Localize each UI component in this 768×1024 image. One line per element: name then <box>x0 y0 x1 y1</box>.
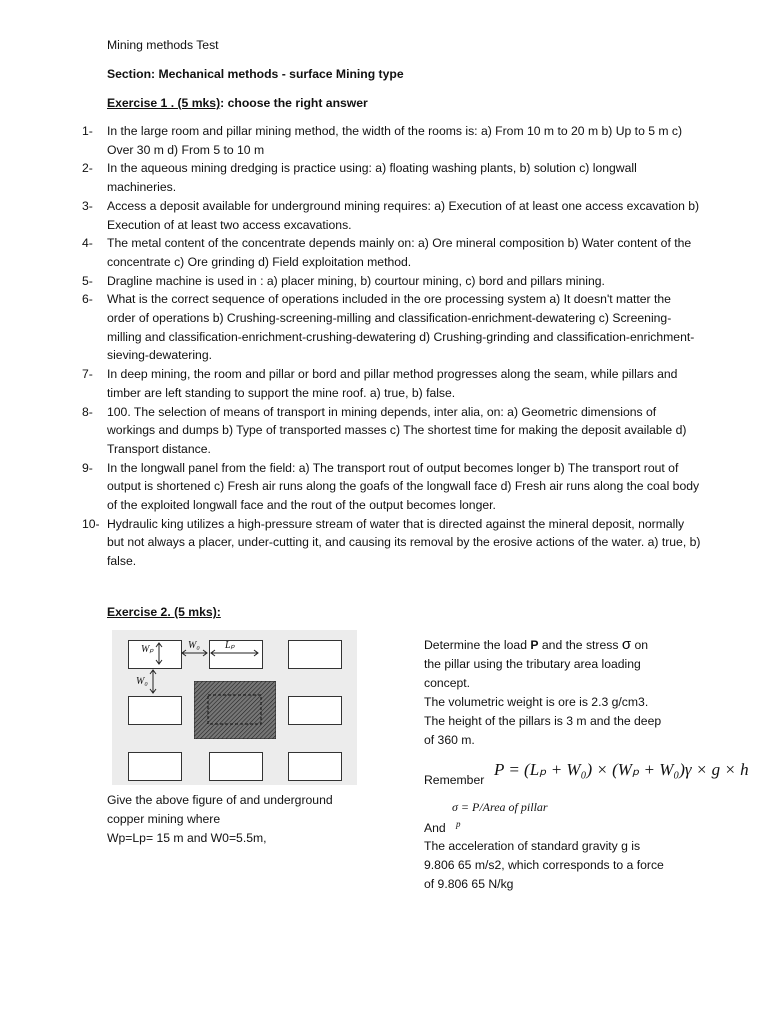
question-item <box>82 197 702 234</box>
question-item <box>82 515 702 571</box>
load-formula: P = (Lₚ + W₀) × (Wₚ + W₀)γ × g × h <box>494 760 749 779</box>
figure-caption-line: Give the above figure of and underground <box>107 793 333 807</box>
question-text: In deep mining, the room and pillar or bord and pillar method progresses along the seam, while pillars and timber are left standing to support the mine roof. a) true, b) false. <box>107 367 678 400</box>
question-item <box>82 122 702 159</box>
prompt-line: concept. <box>424 676 471 690</box>
prompt-line: The volumetric weight is ore is 2.3 g/cm3. <box>424 695 649 709</box>
exercise-1-instruction: : choose the right answer <box>220 96 368 110</box>
exercise-2-heading: Exercise 2. (5 mks): <box>107 605 221 619</box>
prompt-line: the pillar using the tributary area loading <box>424 657 641 671</box>
question-text: Dragline machine is used in : a) placer mining, b) courtour mining, c) bord and pillars mining. <box>107 273 605 288</box>
question-number: 9- <box>82 460 93 475</box>
question-text: In the longwall panel from the field: a) The transport rout of output becomes longer b) The transport rout of output is shortened c) Fresh air runs along the goafs of the longwall face d) Fresh air runs along the coal body of the exploited longwall face and the rout of the output becomes longer. <box>107 460 700 513</box>
question-item <box>82 234 702 271</box>
question-text: In the large room and pillar mining method, the width of the rooms is: a) From 10 m to 20 m b) Up to 5 m c) Over 30 m d) From 5 to 10 m <box>107 124 683 157</box>
question-text: In the aqueous mining dredging is practice using: a) floating washing plants, b) solution c) longwall machineries. <box>107 161 637 195</box>
prompt-line: The height of the pillars is 3 m and the deep <box>424 714 662 728</box>
wo-top-dimension-label: W₀ <box>188 640 200 651</box>
and-label: And <box>424 821 446 835</box>
question-number: 10- <box>82 516 100 531</box>
pillar-layout-figure <box>112 630 357 785</box>
section-heading: Section: Mechanical methods - surface Mining type <box>107 67 404 81</box>
prompt-text: on <box>631 638 649 652</box>
question-number: 2- <box>82 161 93 176</box>
question-item <box>82 403 702 459</box>
wo-left-dimension-label: W₀ <box>136 676 148 687</box>
question-text: 100. The selection of means of transport in mining depends, inter alia, on: a) Geometric dimensions of workings and dumps b) Type of transported masses c) The shortest time for making the deposit available d) Transport distance. <box>107 404 687 456</box>
question-number: 4- <box>82 236 93 251</box>
question-number: 5- <box>82 273 93 288</box>
prompt-text: and the stress <box>538 638 622 652</box>
stress-formula-subscript: p <box>456 819 461 829</box>
question-text: Access a deposit available for underground mining requires: a) Execution of at least one access excavation b) Execution of at least two access excavations. <box>107 198 700 232</box>
gravity-note-line: 9.806 65 m/s2, which corresponds to a force <box>424 858 664 872</box>
question-item <box>82 290 702 365</box>
question-text: What is the correct sequence of operations included in the ore processing system a) It doesn't matter the order of operations b) Crushing-screening-milling and classification-enrichment-dewatering c) Screening-milling and classification-enrichment-crushing-dewatering d) Crushing-grinding and classification-enrichment-sieving-dewatering. <box>107 292 695 363</box>
question-number: 8- <box>82 404 93 419</box>
question-text: The metal content of the concentrate depends mainly on: a) Ore mineral composition b) Water content of the concentrate c) Ore grinding d) Field exploitation method. <box>107 236 692 269</box>
exercise-1-label: Exercise 1 . (5 mks) <box>107 96 221 110</box>
stress-symbol: σ <box>621 636 632 653</box>
lp-dimension-label: Lₚ <box>225 640 235 651</box>
question-text: Hydraulic king utilizes a high-pressure stream of water that is directed against the mineral deposit, normally but not always a placer, under-cutting it, and causing its removal by the erosive actions of the water. a) true, b) false. <box>107 516 701 569</box>
exercise-1-heading <box>107 94 368 113</box>
exercise-2-prompt <box>424 635 694 750</box>
question-number: 3- <box>82 198 93 213</box>
remember-label: Remember <box>424 773 485 787</box>
question-item <box>82 159 702 196</box>
figure-caption-line: copper mining where <box>107 812 221 826</box>
stress-formula: σ = P/Area of pillar <box>452 800 548 814</box>
gravity-note-line: The acceleration of standard gravity g is <box>424 839 641 853</box>
gravity-note-line: of 9.806 65 N/kg <box>424 877 514 891</box>
document-title: Mining methods Test <box>107 38 219 52</box>
question-item <box>82 272 702 291</box>
prompt-line <box>424 635 694 655</box>
figure-caption-line: Wp=Lp= 15 m and W0=5.5m, <box>107 831 267 845</box>
load-symbol: P <box>530 638 539 652</box>
question-number: 6- <box>82 292 93 307</box>
question-number: 7- <box>82 367 93 382</box>
prompt-text: Determine the load <box>424 638 531 652</box>
question-number: 1- <box>82 124 93 138</box>
question-list <box>82 122 702 571</box>
question-item <box>82 459 702 515</box>
wp-dimension-label: Wₚ <box>141 644 154 655</box>
question-item <box>82 365 702 402</box>
prompt-line: of 360 m. <box>424 733 475 747</box>
